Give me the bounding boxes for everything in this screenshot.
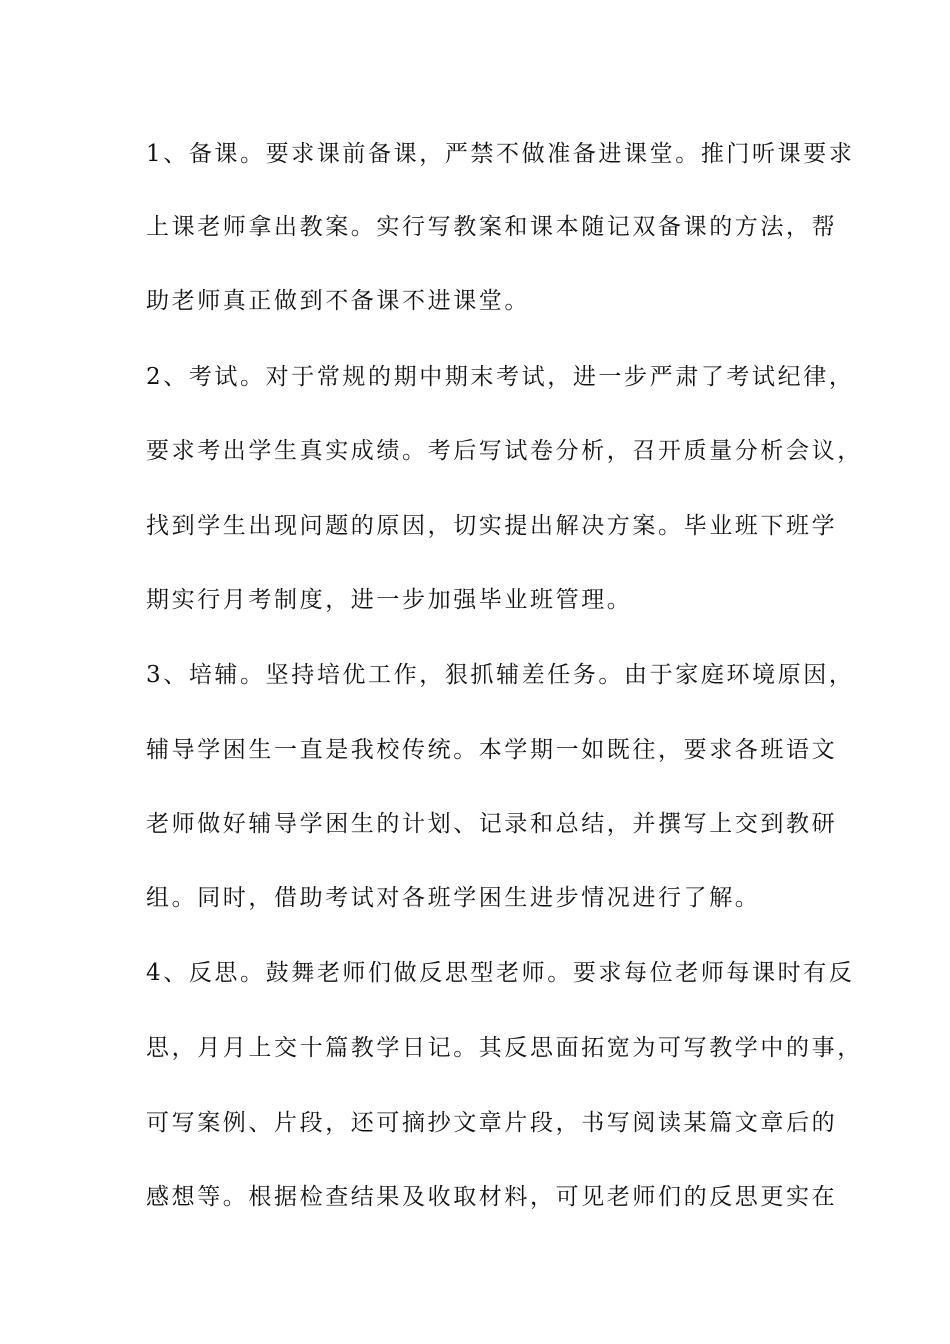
text-line: 组。同时，借助考试对各班学困生进步情况进行了解。 [146,885,761,911]
text-line: 找到学生出现问题的原因，切实提出解决方案。毕业班下班学 [146,513,838,539]
text-line: 老师做好辅导学困生的计划、记录和总结，并撰写上交到教研 [146,811,838,837]
text-line: 助老师真正做到不备课不进课堂。 [146,288,530,314]
text-line: 思，月月上交十篇教学日记。其反思面拓宽为可写教学中的事， [146,1035,863,1061]
text-line: 1、备课。要求课前备课，严禁不做准备进课堂。推门听课要求 [146,141,855,167]
text-line: 上课老师拿出教案。实行写教案和课本随记双备课的方法，帮 [146,214,838,240]
text-line: 要求考出学生真实成绩。考后写试卷分析，召开质量分析会议， [146,438,863,464]
text-line: 期实行月考制度，进一步加强毕业班管理。 [146,587,633,613]
text-line: 感想等。根据检查结果及收取材料，可见老师们的反思更实在 [146,1184,838,1210]
text-line: 辅导学困生一直是我校传统。本学期一如既往，要求各班语文 [146,737,838,763]
text-line: 4、反思。鼓舞老师们做反思型老师。要求每位老师每课时有反 [146,960,855,986]
text-line: 2、考试。对于常规的期中期末考试，进一步严肃了考试纪律， [146,364,855,390]
text-line: 可写案例、片段，还可摘抄文章片段，书写阅读某篇文章后的 [146,1110,838,1136]
text-line: 3、培辅。坚持培优工作，狠抓辅差任务。由于家庭环境原因， [146,662,855,688]
